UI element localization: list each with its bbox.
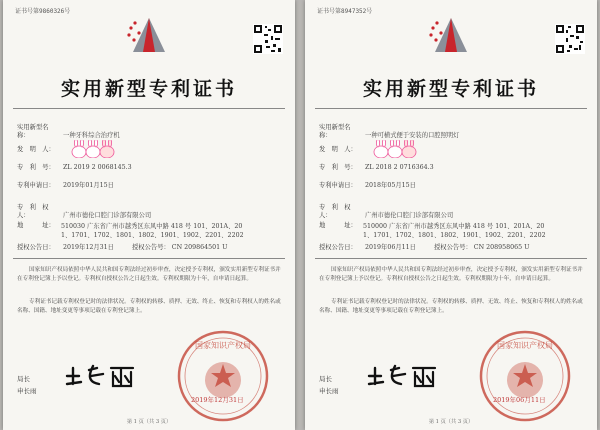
grant-date-label: 授权公告日：: [17, 244, 55, 251]
filing-date-row: [17, 182, 283, 190]
legal-paragraph-2: 专利证书记载专利权登记时的法律状况。专利权的转移、质押、无效、终止、恢复和专利权人的姓名或名称、国籍、地址变更等事项记载在专利登记簿上。: [319, 299, 583, 314]
legal-paragraph-1: 国家知识产权局依照中华人民共和国专利法经过初步审查，决定授予专利权，颁发实用新型专利证书并在专利登记簿上予以登记。专利权自授权公告之日起生效。专利权期限为十年，自申请日起算。: [17, 267, 281, 282]
address-line-1: 510030 广东省广州市越秀区东风中路 418 号 101、201A、20: [61, 223, 243, 230]
director-name: 申长雨: [319, 387, 339, 395]
inventor-row: [319, 140, 585, 158]
grant-number: CN 208958065 U: [473, 244, 530, 251]
patentee: 广州市德伦口腔门诊部有限公司: [63, 212, 152, 220]
grant-date-label: 授权公告日：: [319, 244, 357, 251]
patentee-row: [319, 204, 585, 220]
patentee: 广州市德伦口腔门诊部有限公司: [365, 212, 454, 220]
grant-date: 2019年12月31日: [63, 244, 114, 251]
address-line-2: 1、1701、1702、1801、1802、1901、1902、2201、2202: [61, 232, 244, 240]
bunny-sticker-icon: [371, 140, 417, 158]
director-signature-icon: [365, 360, 443, 390]
certificate-title: 实用新型专利证书: [362, 78, 539, 100]
patent-office-logo-icon: [427, 16, 475, 56]
patent-number: ZL 2018 2 0716364.3: [365, 164, 434, 171]
inventor-label: 发 明 人：: [319, 145, 357, 153]
qr-code-icon: [555, 24, 585, 54]
director-name: 申长雨: [17, 387, 37, 395]
utility-model-name-row: [17, 124, 283, 140]
bunny-sticker-icon: [69, 140, 115, 158]
director-signature-icon: [63, 360, 141, 390]
patent-number-row: [17, 164, 283, 172]
address-line-1: 510000 广东省广州市越秀区东风中路 418 号 101、201A、20: [363, 223, 545, 230]
official-seal-icon: [173, 326, 273, 426]
patent-office-logo-icon: [125, 16, 173, 56]
filing-date-row: [319, 182, 585, 190]
certificate-right: [305, 0, 597, 430]
patentee-label: 专 利 权 人：: [17, 204, 55, 220]
name-label: 实用新型名称：: [17, 124, 49, 140]
body-divider: [13, 258, 285, 259]
grant-date: 2019年06月11日: [365, 244, 416, 251]
title-divider: [13, 108, 285, 109]
seal-text: 国家知识产权局: [195, 341, 251, 350]
address: [363, 222, 585, 240]
page-indicator: 第 1 页（共 3 页）: [428, 419, 474, 425]
address-line-2: 1、1701、1702、1801、1802、1901、1902、2201、2202: [363, 232, 546, 240]
seal-text: 国家知识产权局: [497, 341, 553, 350]
grant-number-label: 授权公告号：: [434, 244, 472, 251]
utility-model-name-row: [319, 124, 585, 140]
name-label: 实用新型名称：: [319, 124, 351, 140]
filing-date: 2019年01月15日: [63, 182, 114, 189]
certificate-serial: 证书号第9860326号: [15, 8, 71, 15]
inventor-row: [17, 140, 283, 158]
patent-number-row: [319, 164, 585, 172]
address-label: 地 址：: [17, 222, 55, 229]
filing-date-label: 专利申请日：: [17, 182, 55, 189]
patentee-label: 专 利 权 人：: [319, 204, 357, 220]
filing-date: 2018年05月15日: [365, 182, 416, 189]
patent-number-label: 专 利 号：: [319, 164, 357, 171]
seal-date: 2019年06月11日: [493, 396, 546, 404]
patent-number-label: 专 利 号：: [17, 164, 55, 171]
certificate-left: [3, 0, 295, 430]
legal-paragraph-2: 专利证书记载专利权登记时的法律状况。专利权的转移、质押、无效、终止、恢复和专利权人的姓名或名称、国籍、地址变更等事项记载在专利登记簿上。: [17, 299, 281, 314]
address-label: 地 址：: [319, 222, 357, 229]
certificate-serial: 证书号第8947352号: [317, 8, 373, 15]
patentee-row: [17, 204, 283, 220]
seal-date: 2019年12月31日: [191, 396, 244, 404]
filing-date-label: 专利申请日：: [319, 182, 357, 189]
inventor-label: 发 明 人：: [17, 145, 55, 153]
qr-code-icon: [253, 24, 283, 54]
grant-number: CN 209864501 U: [171, 244, 228, 251]
body-divider: [315, 258, 587, 259]
certificate-title: 实用新型专利证书: [60, 78, 237, 100]
utility-model-name: 一种牙科综合治疗机: [63, 132, 120, 140]
grant-info-row: [17, 244, 283, 252]
grant-number-label: 授权公告号：: [132, 244, 170, 251]
patent-number: ZL 2019 2 0068145.3: [63, 164, 132, 171]
official-seal-icon: [475, 326, 575, 426]
page-indicator: 第 1 页（共 3 页）: [126, 419, 172, 425]
director-title: 局长: [319, 375, 332, 383]
legal-paragraph-1: 国家知识产权局依照中华人民共和国专利法经过初步审查，决定授予专利权，颁发实用新型专利证书并在专利登记簿上予以登记。专利权自授权公告之日起生效。专利权期限为十年，自申请日起算。: [319, 267, 583, 282]
title-divider: [315, 108, 587, 109]
grant-info-row: [319, 244, 585, 252]
address: [61, 222, 283, 240]
director-title: 局长: [17, 375, 30, 383]
utility-model-name: 一种可横式便于安装的口腔照明灯: [365, 132, 460, 140]
